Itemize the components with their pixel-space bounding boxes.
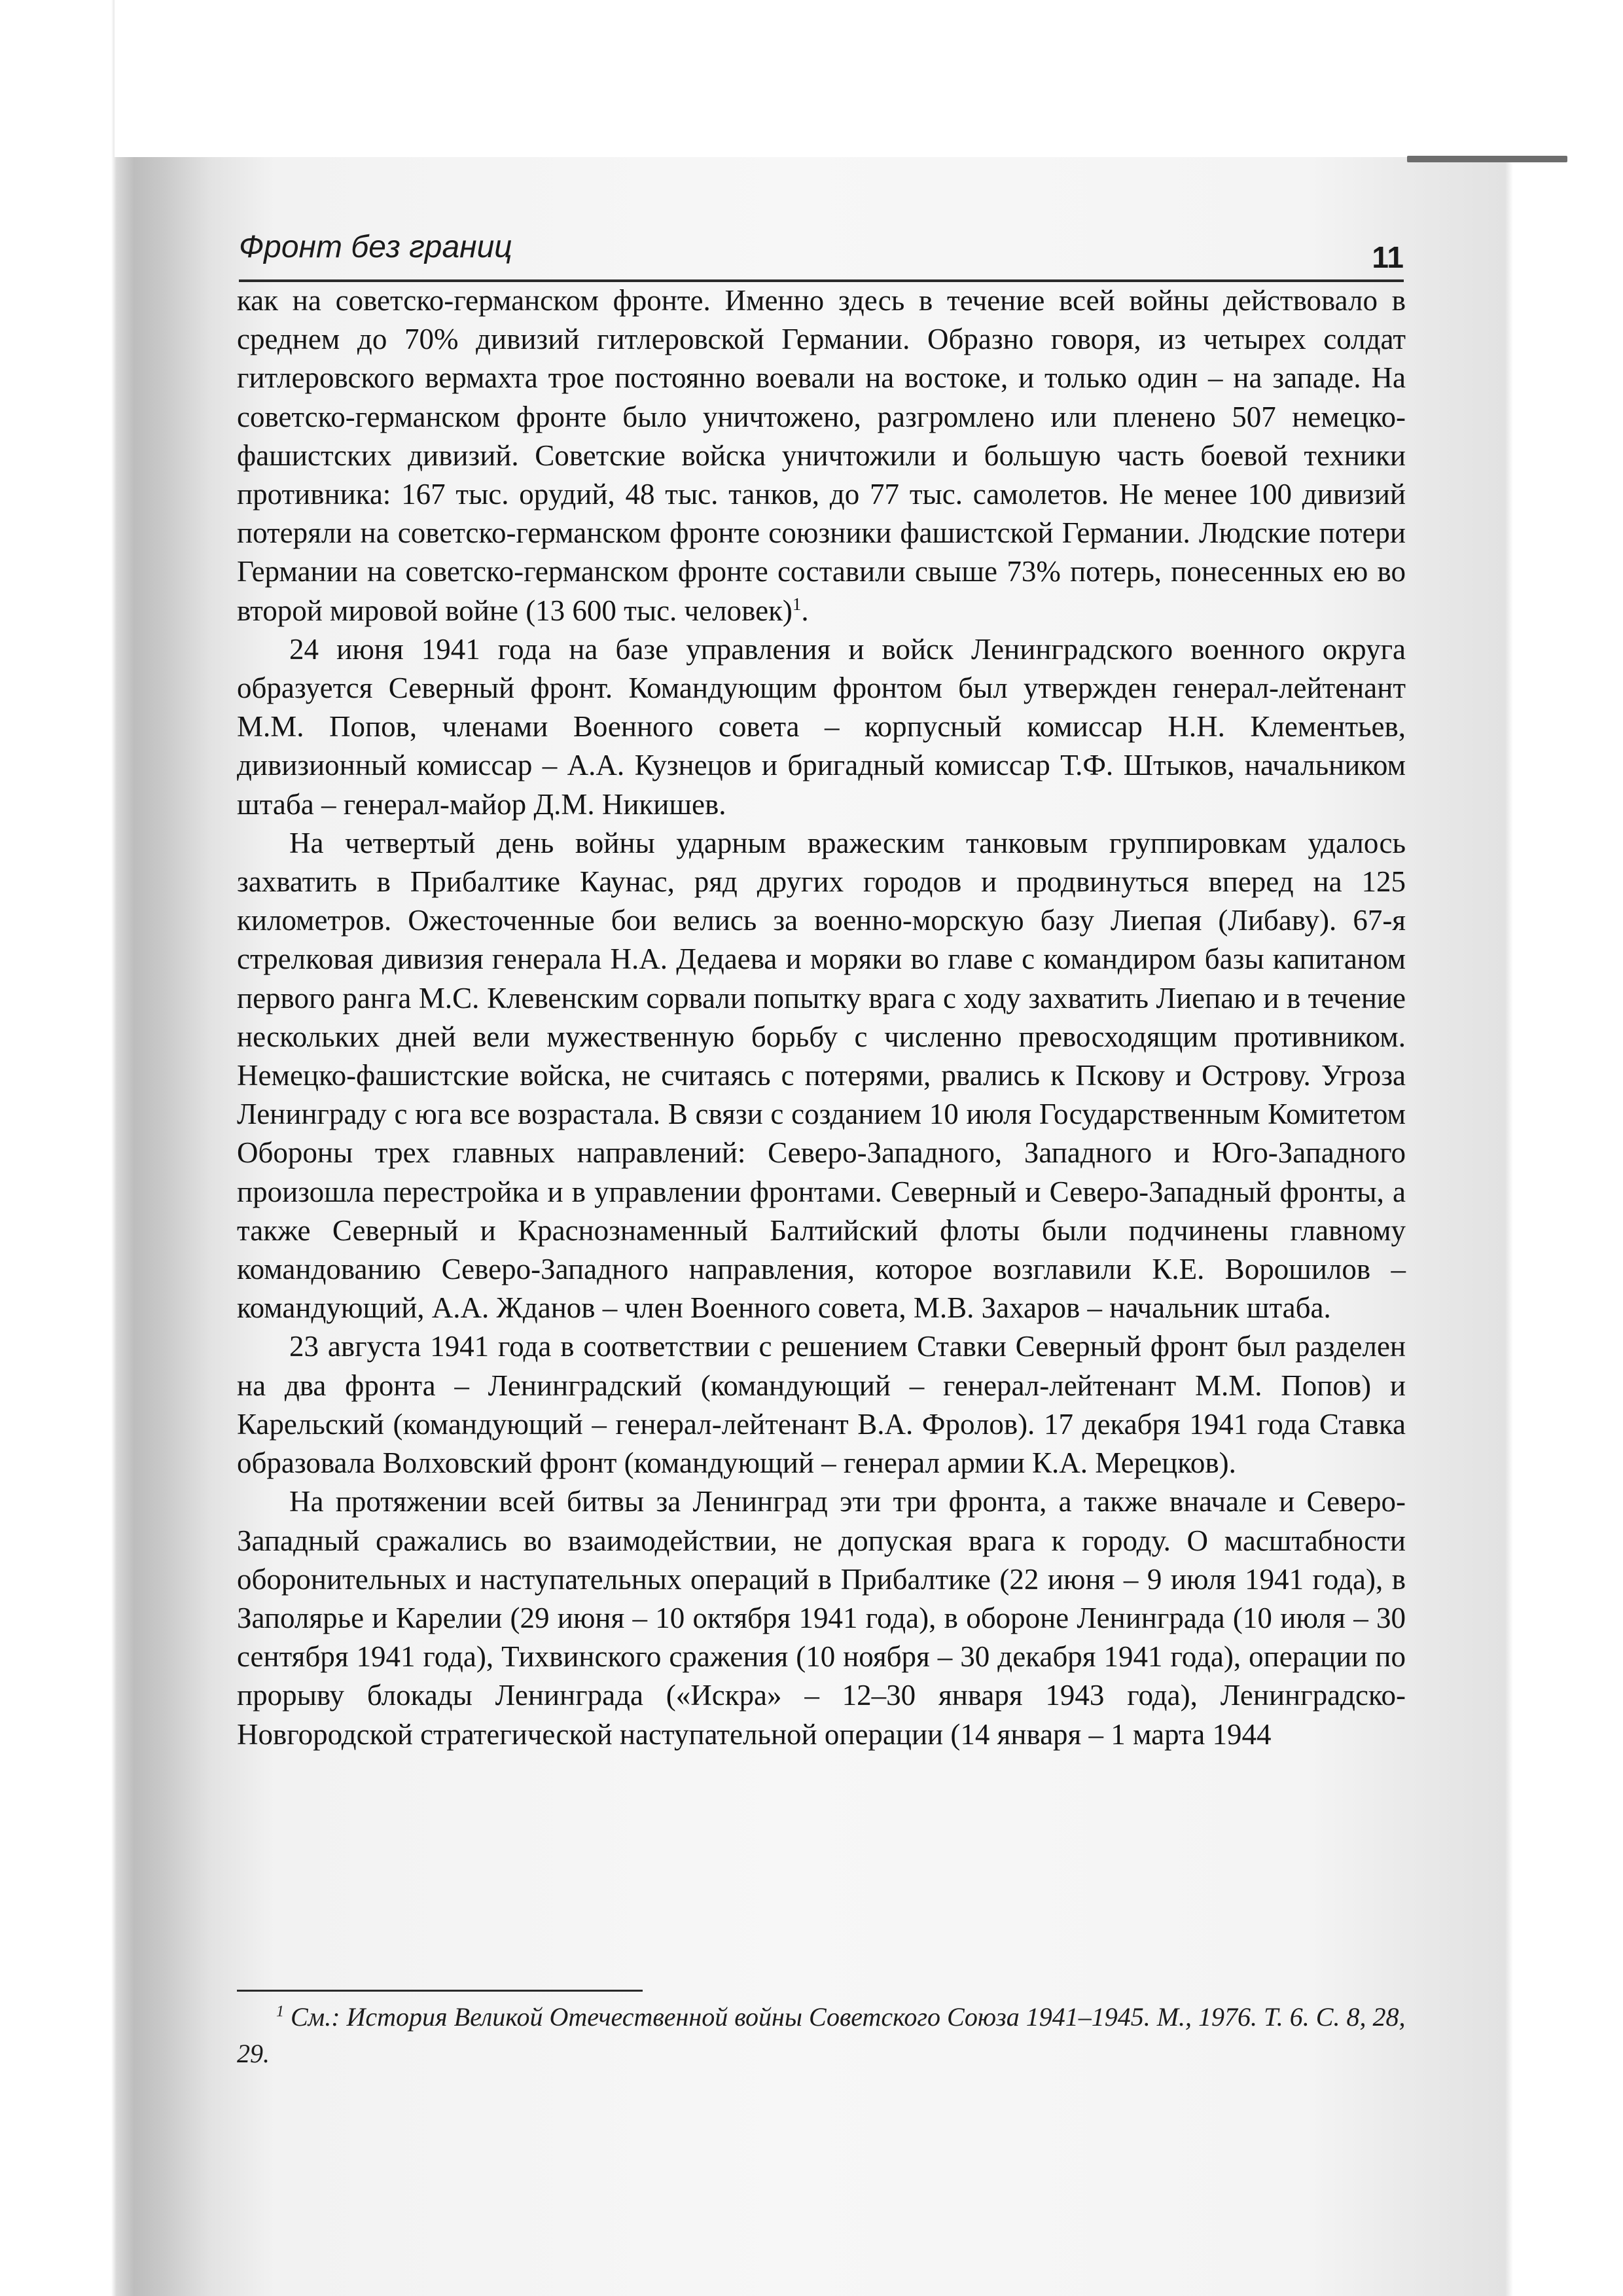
footnote-marker: 1	[276, 2003, 284, 2020]
footnote-ref: 1	[792, 594, 802, 614]
paragraph-4: 23 августа 1941 года в соответствии с решением Ставки Северный фронт был разделен на два фронта – Ленинградский (командующий – генерал-лейтенант М.М. Попов) и Карельский (командующий – генерал-лейтенант В.А. Фролов). 17 декабря 1941 года Ставка образовала Волховский фронт (командующий – генерал армии К.А. Мерецков).	[237, 1330, 1406, 1480]
paragraph-1-text: как на советско-германском фронте. Именно здесь в течение всей войны действовало в среднем до 70% дивизий гитлеровской Германии. Образно говоря, из четырех солдат гитлеровского вермахта трое постоянно воевали на востоке, и только один – на западе. На советско-германском фронте было уничтожено, разгромлено или пленено 507 немецко-фашистских дивизий. Советские войска уничтожили и большую часть боевой техники противника: 167 тыс. орудий, 48 тыс. танков, до 77 тыс. самолетов. Не менее 100 дивизий потеряли на советско-германском фронте союзники фашистской Германии. Людские потери Германии на советско-германском фронте составили свыше 73% потерь, понесенных ею во второй мировой войне (13 600 тыс. человек)	[237, 284, 1406, 627]
paragraph-5: На протяжении всей битвы за Ленинград эти три фронта, а также вначале и Северо-Западный сражались во взаимодействии, не допуская врага к городу. О масштабности оборонительных и наступательных операций в Прибалтике (22 июня – 9 июля 1941 года), в Заполярье и Карелии (29 июня – 10 октября 1941 года), в обороне Ленинграда (10 июля – 30 сентября 1941 года), Тихвинского сражения (10 ноября – 30 декабря 1941 года), операции по прорыву блокады Ленинграда («Искра» – 12–30 января 1943 года), Ленинградско-Новгородской стратегической наступательной операции (14 января – 1 марта 1944	[237, 1485, 1406, 1751]
paragraph-2: 24 июня 1941 года на базе управления и войск Ленинградского военного округа образуется Северный фронт. Командующим фронтом был утвержден генерал-лейтенант М.М. Попов, членами Военного совета – корпусный комиссар Н.Н. Клементьев, дивизионный комиссар – А.А. Кузнецов и бригадный комиссар Т.Ф. Штыков, начальником штаба – генерал-майор Д.М. Никишев.	[237, 632, 1406, 821]
paragraph-3: На четвертый день войны ударным вражеским танковым группировкам удалось захватить в Прибалтике Каунас, ряд других городов и продвинуться вперед на 125 километров. Ожесточенные бои велись за военно-морскую базу Лиепая (Либаву). 67-я стрелковая дивизия генерала Н.А. Дедаева и моряки во главе с командиром базы капитаном первого ранга М.С. Клевенским сорвали попытку врага с ходу захватить Лиепаю и в течение нескольких дней вели мужественную борьбу с численно превосходящим противником. Немецко-фашистские войска, не считаясь с потерями, рвались к Пскову и Острову. Угроза Ленинграду с юга все возрастала. В связи с созданием 10 июля Государственным Комитетом Обороны трех главных направлений: Северо-Западного, Западного и Юго-Западного произошла перестройка и в управлении фронтами. Северный и Северо-Западный фронты, а также Северный и Краснознаменный Балтийский флоты были подчинены главному командованию Северо-Западного направления, которое возглавили К.Е. Ворошилов – командующий, А.А. Жданов – член Военного совета, М.В. Захаров – начальник штаба.	[237, 826, 1406, 1325]
paragraph-1-end: .	[801, 594, 809, 627]
running-head	[239, 228, 1404, 278]
footnote	[237, 1999, 1406, 2072]
footnote-rule	[237, 1990, 643, 1992]
body-text	[237, 281, 1406, 1754]
page-top-margin	[115, 0, 1513, 157]
running-title: Фронт без границ	[239, 230, 512, 264]
binding-edge-mark	[1407, 156, 1567, 162]
footnote-text: См.: История Великой Отечественной войны Советского Союза 1941–1945. М., 1976. Т. 6. С. 8, 28, 29.	[237, 2002, 1406, 2068]
paragraph-1	[237, 281, 1406, 630]
page-number: 11	[1372, 240, 1404, 274]
